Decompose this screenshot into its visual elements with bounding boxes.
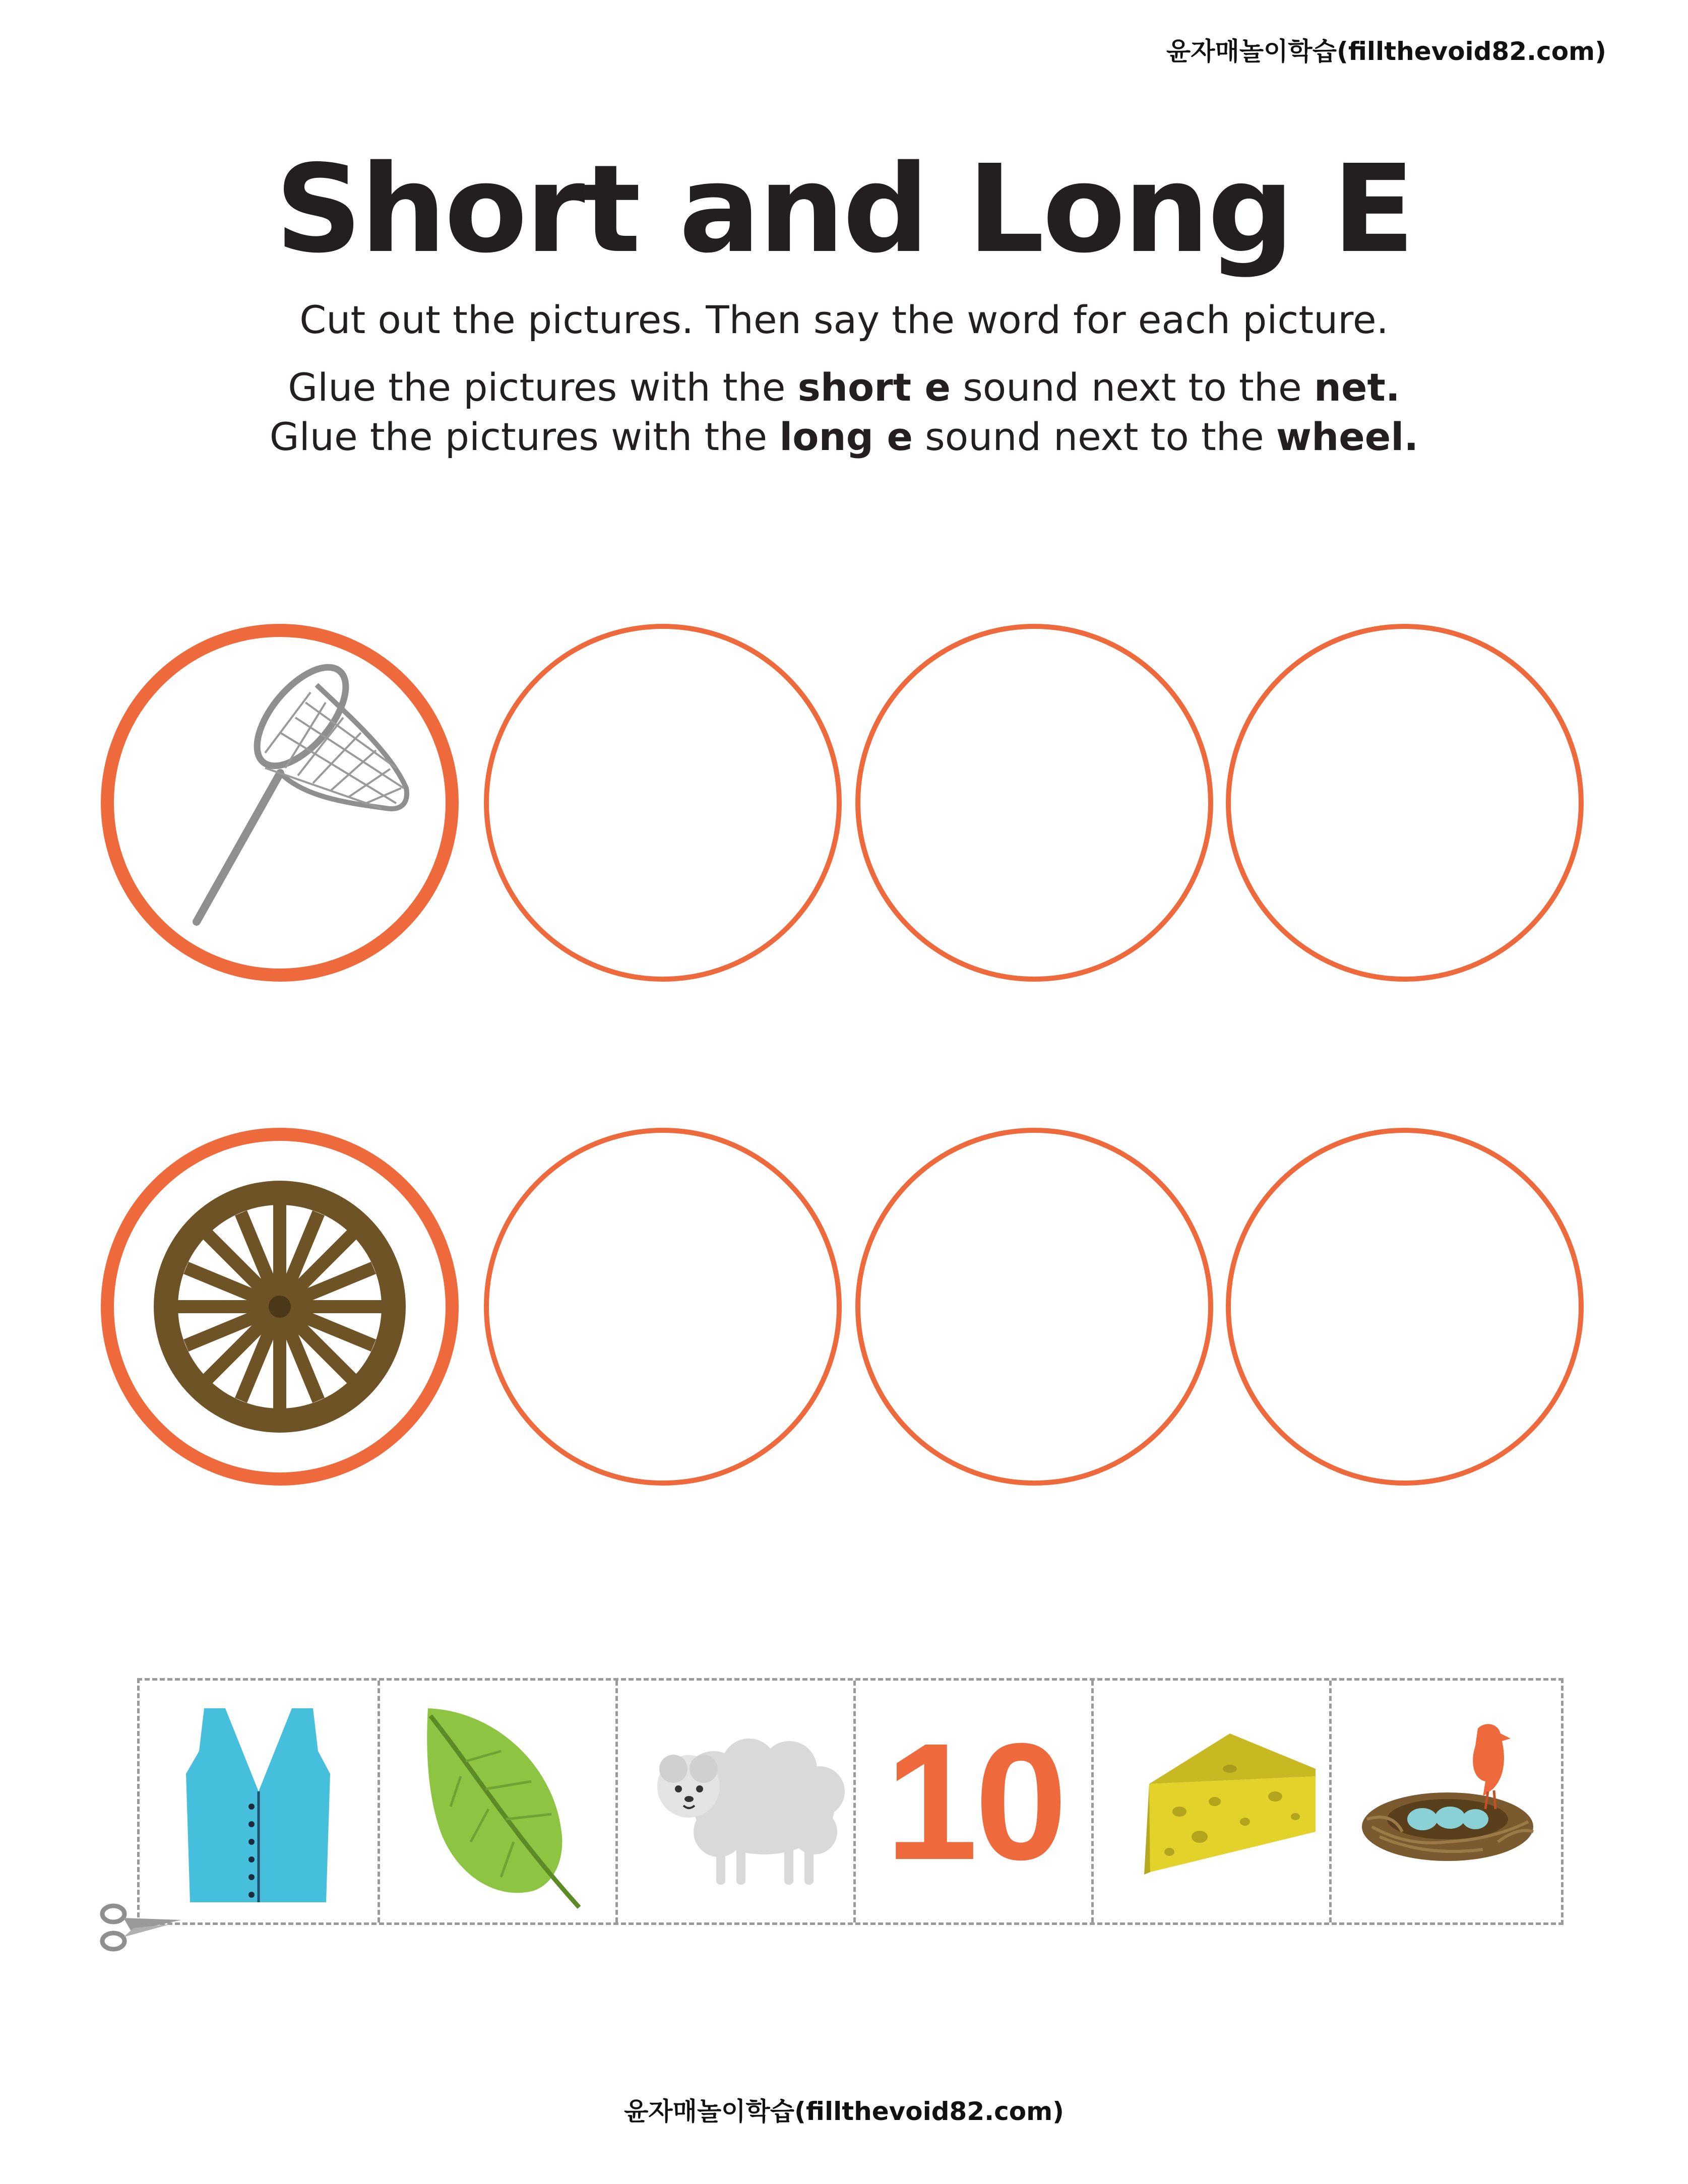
sheep-icon xyxy=(618,1681,856,1922)
long-e-slot-2[interactable] xyxy=(855,1128,1213,1486)
watermark-bottom: 윤자매놀이학습(fillthevoid82.com) xyxy=(623,2097,1065,2126)
nest-icon xyxy=(1332,1681,1570,1922)
page-title: Short and Long E xyxy=(275,139,1413,280)
wheel-key-circle xyxy=(101,1128,459,1486)
cutout-nest[interactable] xyxy=(1329,1681,1570,1922)
wheel-icon xyxy=(114,1141,446,1472)
watermark-top: 윤자매놀이학습(fillthevoid82.com) xyxy=(1166,37,1606,66)
cutout-sheep[interactable] xyxy=(615,1681,856,1922)
scissors-icon xyxy=(96,1900,186,1955)
long-e-slot-3[interactable] xyxy=(1226,1128,1584,1486)
long-e-slot-1[interactable] xyxy=(484,1128,842,1486)
net-icon xyxy=(114,637,446,969)
cutout-cheese[interactable] xyxy=(1091,1681,1332,1922)
instruction-line-3: Glue the pictures with the long e sound next to the wheel. xyxy=(269,414,1419,459)
short-e-slot-1[interactable] xyxy=(484,624,842,982)
cutout-leaf[interactable] xyxy=(378,1681,618,1922)
short-e-slot-2[interactable] xyxy=(855,624,1213,982)
cheese-icon xyxy=(1094,1681,1332,1922)
cutout-vest[interactable] xyxy=(140,1681,378,1922)
leaf-icon xyxy=(380,1681,618,1922)
vest-icon xyxy=(140,1681,378,1922)
cutout-ten[interactable] xyxy=(853,1681,1094,1922)
cutout-strip xyxy=(137,1678,1564,1925)
instruction-line-1: Cut out the pictures. Then say the word for each picture. xyxy=(299,297,1389,342)
short-e-slot-3[interactable] xyxy=(1226,624,1584,982)
net-key-circle xyxy=(101,624,459,982)
instruction-line-2: Glue the pictures with the short e sound next to the net. xyxy=(288,365,1400,410)
number-ten: 10 xyxy=(885,1708,1065,1894)
